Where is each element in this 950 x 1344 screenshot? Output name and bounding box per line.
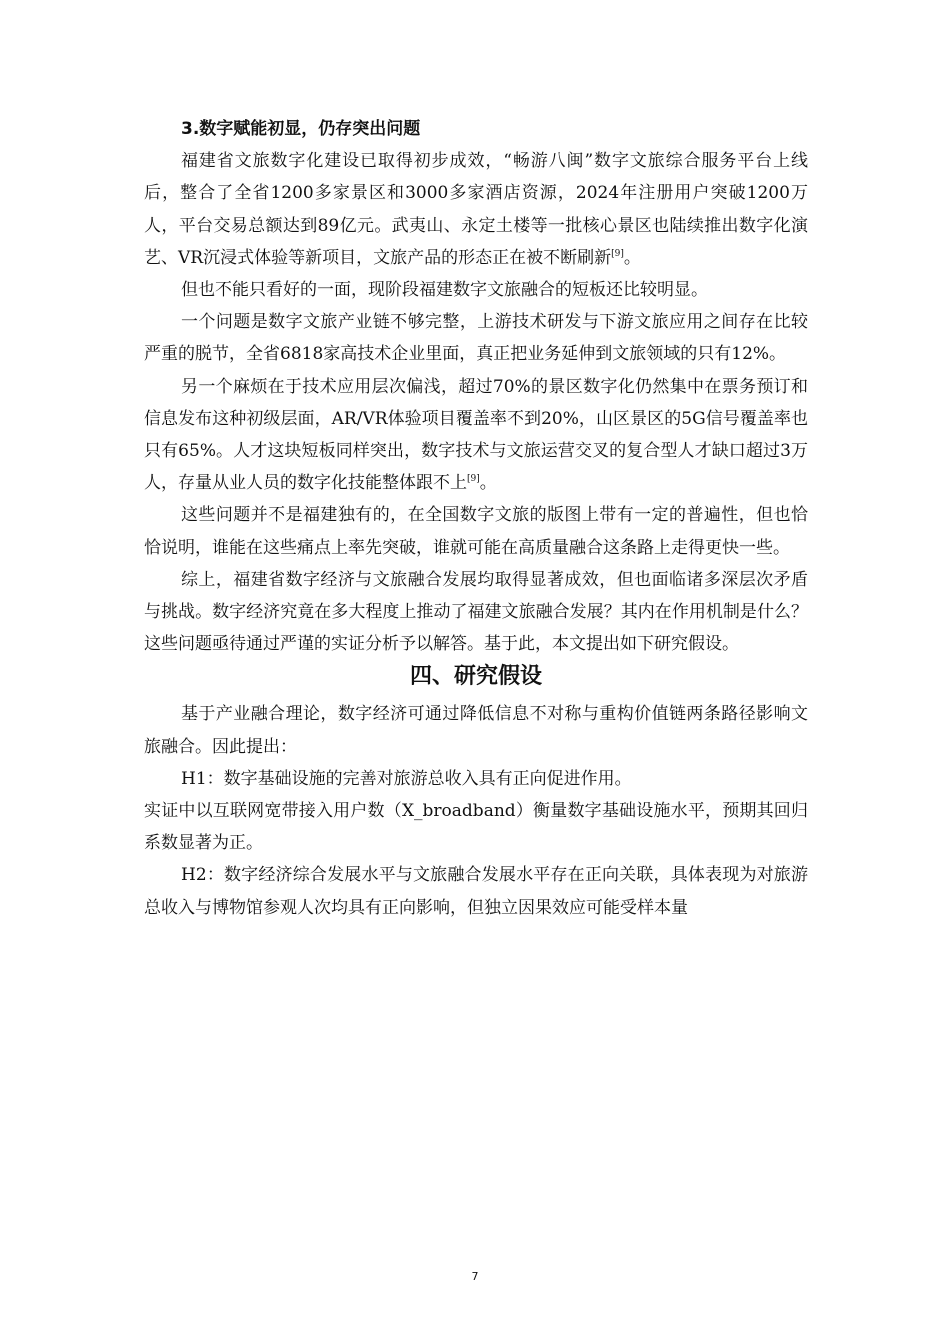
- paragraph-universality: 这些问题并不是福建独有的，在全国数字文旅的版图上带有一定的普遍性，但也恰恰说明，谁能在这些痛点上率先突破，谁就可能在高质量融合这条路上走得更快一些。: [144, 505, 808, 558]
- paragraph-text: 福建省文旅数字化建设已取得初步成效，“畅游八闽”数字文旅综合服务平台上线后，整合了全省1200多家景区和3000多家酒店资源，2024年注册用户突破1200万人，平台交易总额达到89亿元。武夷山、永定土楼等一批核心景区也陆续推出数字化演艺、VR沉浸式体验等新项目，文旅产品的形态正在被不断刷新: [144, 151, 808, 268]
- hypothesis-h1-note: 实证中以互联网宽带接入用户数（X_broadband）衡量数字基础设施水平，预期其回归系数显著为正。: [144, 801, 808, 854]
- page-number: 7: [471, 1270, 479, 1283]
- page-body: [144, 113, 808, 924]
- paragraph-theory-basis: 基于产业融合理论，数字经济可通过降低信息不对称与重构价值链两条路径影响文旅融合。因此提出：: [144, 704, 808, 757]
- section-3-heading: 3.数字赋能初显，仍存突出问题: [181, 119, 421, 139]
- paragraph-tech-application: [144, 371, 808, 500]
- paragraph-industry-chain: 一个问题是数字文旅产业链不够完整，上游技术研发与下游文旅应用之间存在比较严重的脱节，全省6818家高技术企业里面，真正把业务延伸到文旅领域的只有12%。: [144, 312, 808, 365]
- paragraph-shortcomings-intro: 但也不能只看好的一面，现阶段福建数字文旅融合的短板还比较明显。: [181, 280, 708, 301]
- paragraph-platform-progress: [144, 145, 808, 274]
- hypothesis-h2: H2：数字经济综合发展水平与文旅融合发展水平存在正向关联，具体表现为对旅游总收入与博物馆参观人次均具有正向影响，但独立因果效应可能受样本量: [144, 865, 808, 918]
- paragraph-text: 另一个麻烦在于技术应用层次偏浅，超过70%的景区数字化仍然集中在票务预订和信息发布这种初级层面，AR/VR体验项目覆盖率不到20%，山区景区的5G信号覆盖率也只有65%。人才这块短板同样突出，数字技术与文旅运营交叉的复合型人才缺口超过3万人，存量从业人员的数字化技能整体跟不上: [144, 376, 808, 494]
- paragraph-end: 。: [479, 473, 497, 494]
- paragraph-end: 。: [623, 247, 641, 268]
- citation-ref: [9]: [467, 474, 480, 485]
- section-4-title: 四、研究假设: [409, 664, 542, 690]
- hypothesis-h1: H1：数字基础设施的完善对旅游总收入具有正向促进作用。: [181, 768, 632, 789]
- citation-ref: [9]: [611, 248, 624, 259]
- paragraph-summary: 综上，福建省数字经济与文旅融合发展均取得显著成效，但也面临诸多深层次矛盾与挑战。数字经济究竟在多大程度上推动了福建文旅融合发展？其内在作用机制是什么？这些问题亟待通过严谨的实证分析予以解答。基于此，本文提出如下研究假设。: [144, 569, 808, 655]
